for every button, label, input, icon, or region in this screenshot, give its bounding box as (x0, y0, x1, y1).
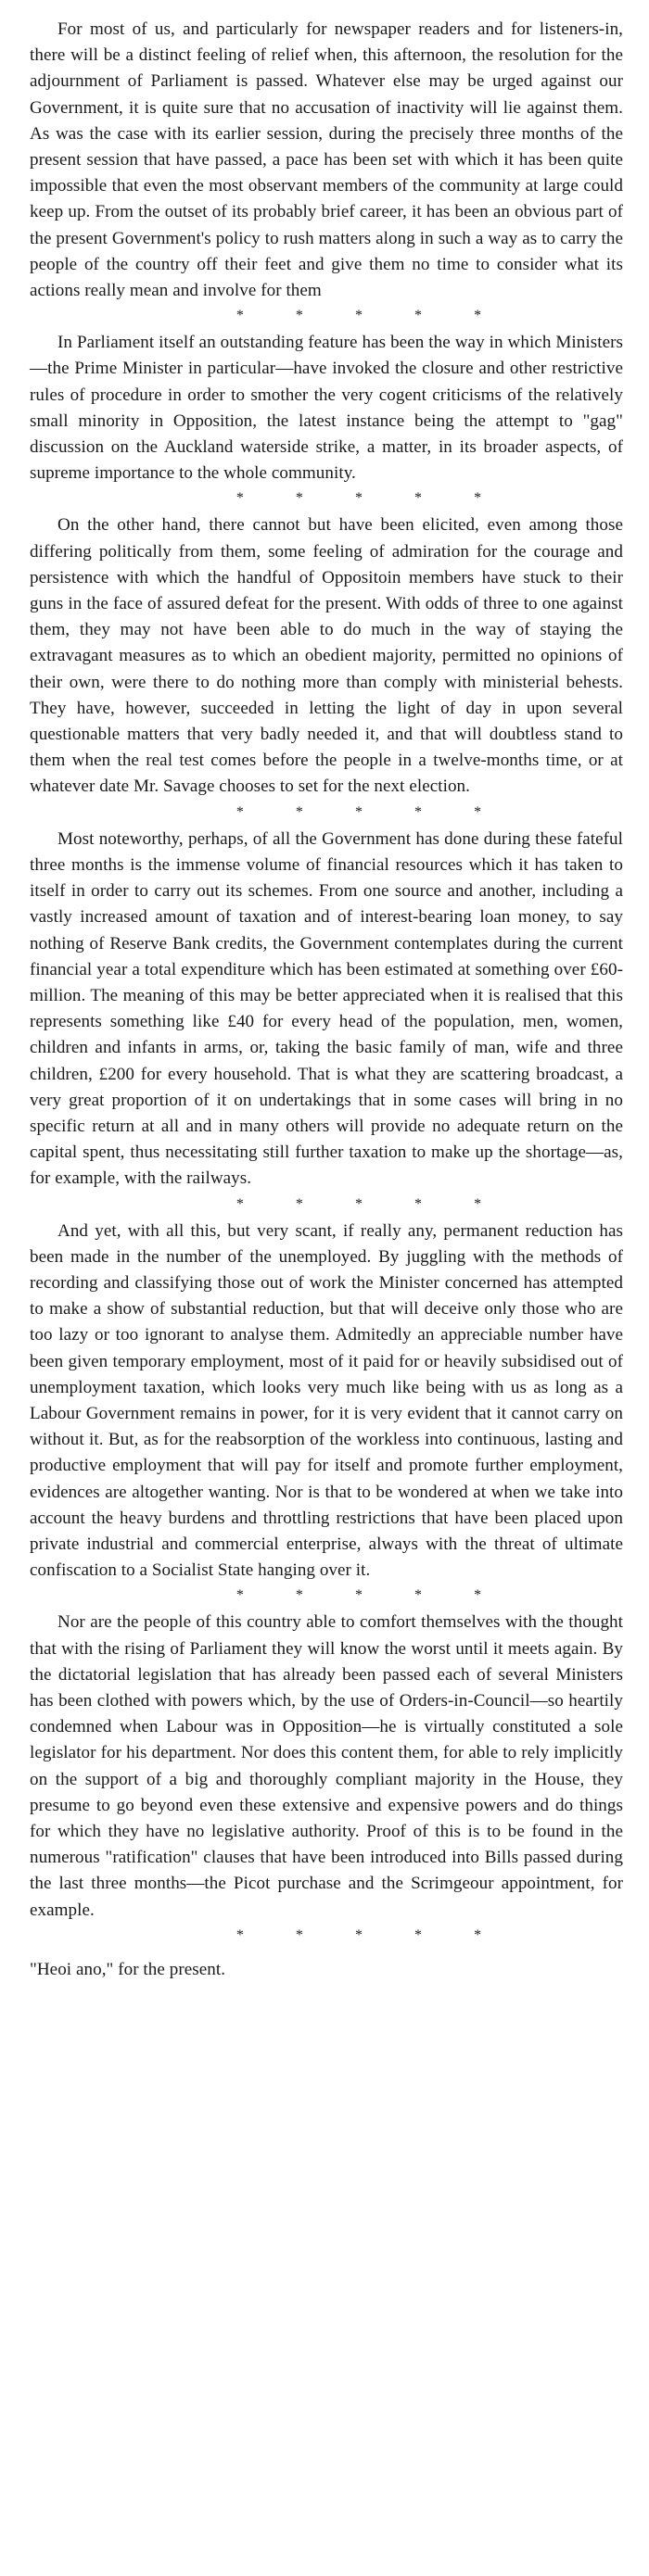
article (30, 17, 623, 1983)
separator-star: * (474, 803, 482, 820)
separator-star: * (235, 308, 244, 324)
section-separator-5 (30, 1584, 623, 1610)
separator-star: * (474, 1195, 482, 1212)
separator-star: * (295, 803, 303, 820)
separator-star: * (295, 1195, 303, 1212)
separator-star: * (235, 1926, 244, 1943)
paragraph-1: For most of us, and particularly for newspaper readers and for listeners-in, there will be a distinct feeling of relief when, this afternoon, the resolution for the adjournment of Parliament is passed. Whatever else may be urged against our Government, it is quite sure that no accusation of inactivity will lie against them. As was the case with its earlier session, during the precisely three months of the present session that have passed, a pace has been set with which it has been quite impossible that even the most observant members of the community at large could keep up. From the outset of its probably brief career, it has been an obvious part of the present Government's policy to rush matters along in such a way as to carry the people of the country off their feet and give them no time to consider what its actions really mean and involve for them (30, 19, 623, 301)
separator-star: * (414, 1195, 423, 1212)
separator-star: * (474, 1587, 482, 1604)
separator-star: * (414, 308, 423, 324)
paragraph-5: And yet, with all this, but very scant, if really any, permanent reduction has been made in the number of the unemployed. By juggling with the methods of recording and classifying those out of work the Minister concerned has attempted to make a show of substantial reduction, but that will deceive only those who are too lazy or too ignorant to analyse them. Admitedly an appreciable number have been given temporary employment, most of it paid for or heavily subsidised out of unemployment taxation, which looks very much like being with us as long as a Labour Government remains in power, for it is very evident that it cannot carry on without it. But, as for the reabsorption of the workless into continuous, lasting and productive employment that will pay for itself and promote further employment, evidences are altogether wanting. Nor is that to be wondered at when we take into account the heavy burdens and throttling restrictions that have been placed upon private industrial and commercial enterprise, always with the threat of ultimate confiscation to a Socialist State hanging over it. (30, 1220, 623, 1581)
separator-star: * (354, 1926, 363, 1943)
separator-star: * (474, 308, 482, 324)
separator-star: * (414, 1587, 423, 1604)
separator-star: * (474, 1926, 482, 1943)
sign-off: "Heoi ano," for the present. (30, 1959, 226, 1979)
section-separator-2 (30, 486, 623, 512)
separator-star: * (354, 308, 363, 324)
paragraph-3: On the other hand, there cannot but have been elicited, even among those differing politically from them, some feeling of admiration for the courage and persistence with which the handful of Oppositoin members have stuck to their guns in the face of assured defeat for the present. With odds of three to one against them, they may not have been able to do much in the way of staying the extravagant measures as to which an obedient majority, permitted no opinions of their own, were there to do nothing more than comply with ministerial behests. They have, however, succeeded in letting the light of day in upon several questionable matters that very badly needed it, and that will doubtless stand to them when the real test comes before the people in a twelve-months time, or at whatever date Mr. Savage chooses to set for the next election. (30, 515, 623, 797)
separator-star: * (354, 490, 363, 507)
separator-star: * (474, 490, 482, 507)
section-separator-3 (30, 801, 623, 827)
separator-star: * (295, 1926, 303, 1943)
separator-star: * (354, 1195, 363, 1212)
section-separator-4 (30, 1193, 623, 1219)
section-separator-6 (30, 1924, 623, 1950)
separator-star: * (295, 1587, 303, 1604)
separator-star: * (235, 803, 244, 820)
separator-star: * (295, 308, 303, 324)
section-separator-1 (30, 304, 623, 330)
paragraph-2: In Parliament itself an outstanding feature has been the way in which Ministers—the Prime Minister in particular—have invoked the closure and other restrictive rules of procedure in order to smother the very cogent criticisms of the relatively small minority in Opposition, the latest instance being the attempt to "gag" discussion on the Auckland waterside strike, a matter, in its broader aspects, of supreme importance to the whole community. (30, 333, 623, 484)
paragraph-6: Nor are the people of this country able to comfort themselves with the thought that with the rising of Parliament they will know the worst until it meets again. By the dictatorial legislation that has already been passed each of several Ministers has been clothed with powers which, by the use of Orders-in-Council—so heartily condemned when Labour was in Opposition—he is virtually constituted a sole legislator for his department. Nor does this content them, for able to rely implicitly on the support of a big and thoroughly compliant majority in the House, they presume to go beyond even these extensive and expensive powers and do things for which they have no legislative authority. Proof of this is to be found in the numerous "ratification" clauses that have been introduced into Bills passed during the last three months—the Picot purchase and the Scrimgeour appointment, for example. (30, 1612, 623, 1920)
separator-star: * (414, 490, 423, 507)
separator-star: * (354, 803, 363, 820)
separator-star: * (235, 1195, 244, 1212)
separator-star: * (235, 1587, 244, 1604)
separator-star: * (414, 803, 423, 820)
separator-star: * (295, 490, 303, 507)
paragraph-4: Most noteworthy, perhaps, of all the Government has done during these fateful three months is the immense volume of financial resources which it has taken to itself in order to carry out its schemes. From one source and another, including a vastly increased amount of taxation and of interest-bearing loan money, to say nothing of Reserve Bank credits, the Government contemplates during the current financial year a total expenditure which has been estimated at something over £60-million. The meaning of this may be better appreciated when it is realised that this represents something like £40 for every head of the population, men, women, children and infants in arms, or, taking the basic family of man, wife and three children, £200 for every household. That is what they are scattering broadcast, a very great proportion of it on undertakings that in some cases will bring in no specific return at all and in many others will provide no adequate return on the capital spent, thus necessitating still further taxation to make up the shortage—as, for example, with the railways. (30, 828, 623, 1189)
separator-star: * (414, 1926, 423, 1943)
separator-star: * (354, 1587, 363, 1604)
separator-star: * (235, 490, 244, 507)
